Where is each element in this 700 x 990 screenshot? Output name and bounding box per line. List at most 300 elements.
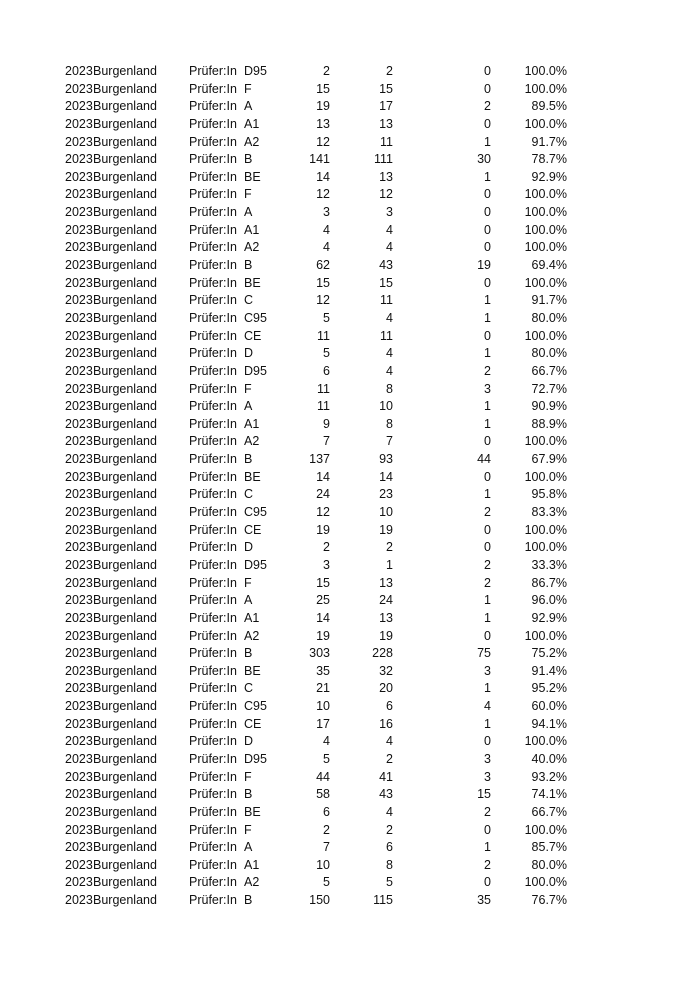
failed-count-cell: 1 — [484, 681, 491, 696]
total-count-cell: 13 — [316, 116, 330, 131]
role-cell: Prüfer:In — [189, 593, 237, 608]
table-row — [0, 186, 700, 204]
license-class-cell: A — [244, 399, 253, 414]
passed-count-cell: 13 — [379, 169, 393, 184]
role-cell: Prüfer:In — [189, 64, 237, 78]
pass-rate-cell: 91.7% — [531, 293, 567, 308]
passed-count-cell: 111 — [373, 152, 393, 167]
table-row — [0, 575, 700, 593]
state-cell: Burgenland — [93, 134, 157, 149]
pass-rate-cell: 75.2% — [531, 646, 567, 661]
failed-count-cell: 1 — [484, 310, 491, 325]
license-class-cell: D — [244, 734, 254, 749]
pass-rate-cell: 80.0% — [531, 857, 567, 872]
failed-count-cell: 0 — [484, 81, 491, 96]
table-row — [0, 610, 700, 628]
total-count-cell: 5 — [323, 346, 330, 361]
failed-count-cell: 3 — [484, 751, 491, 766]
failed-count-cell: 2 — [484, 557, 491, 572]
passed-count-cell: 4 — [386, 363, 393, 378]
passed-count-cell: 43 — [379, 258, 393, 273]
license-class-cell: A2 — [244, 875, 260, 890]
total-count-cell: 9 — [323, 416, 330, 431]
table-row — [0, 469, 700, 487]
pass-rate-cell: 91.4% — [531, 663, 567, 678]
license-class-cell: A2 — [244, 134, 260, 149]
passed-count-cell: 2 — [386, 540, 393, 555]
pass-rate-cell: 92.9% — [531, 610, 567, 625]
license-class-cell: D95 — [244, 363, 267, 378]
state-cell: Burgenland — [93, 593, 157, 608]
pass-rate-cell: 66.7% — [531, 804, 567, 819]
year-cell: 2023 — [65, 187, 93, 202]
total-count-cell: 150 — [309, 893, 330, 908]
total-count-cell: 12 — [316, 505, 330, 520]
state-cell: Burgenland — [93, 275, 157, 290]
table-row — [0, 786, 700, 804]
failed-count-cell: 44 — [477, 452, 491, 467]
role-cell: Prüfer:In — [189, 169, 237, 184]
table-row — [0, 751, 700, 769]
table-row — [0, 874, 700, 892]
failed-count-cell: 1 — [484, 416, 491, 431]
license-class-cell: CE — [244, 716, 262, 731]
table-row — [0, 222, 700, 240]
license-class-cell: C95 — [244, 699, 267, 714]
pass-rate-cell: 80.0% — [531, 310, 567, 325]
state-cell: Burgenland — [93, 751, 157, 766]
table-row — [0, 169, 700, 187]
failed-count-cell: 3 — [484, 769, 491, 784]
year-cell: 2023 — [65, 557, 93, 572]
table-row — [0, 433, 700, 451]
license-class-cell: A1 — [244, 610, 260, 625]
pass-rate-cell: 96.0% — [531, 593, 567, 608]
table-row — [0, 292, 700, 310]
total-count-cell: 15 — [316, 81, 330, 96]
year-cell: 2023 — [65, 875, 93, 890]
year-cell: 2023 — [65, 893, 93, 908]
pass-rate-cell: 67.9% — [531, 452, 567, 467]
state-cell: Burgenland — [93, 857, 157, 872]
table-row — [0, 892, 700, 910]
role-cell: Prüfer:In — [189, 152, 237, 167]
total-count-cell: 11 — [317, 328, 330, 343]
total-count-cell: 19 — [316, 628, 330, 643]
state-cell: Burgenland — [93, 575, 157, 590]
role-cell: Prüfer:In — [189, 258, 237, 273]
year-cell: 2023 — [65, 593, 93, 608]
pass-rate-cell: 76.7% — [531, 893, 567, 908]
failed-count-cell: 0 — [484, 222, 491, 237]
pass-rate-cell: 60.0% — [531, 699, 567, 714]
state-cell: Burgenland — [93, 116, 157, 131]
pass-rate-cell: 100.0% — [524, 187, 567, 202]
total-count-cell: 3 — [323, 205, 330, 220]
table-row — [0, 151, 700, 169]
table-row — [0, 328, 700, 346]
role-cell: Prüfer:In — [189, 751, 237, 766]
passed-count-cell: 4 — [386, 734, 393, 749]
pass-rate-cell: 95.8% — [531, 487, 567, 502]
year-cell: 2023 — [65, 610, 93, 625]
total-count-cell: 35 — [316, 663, 330, 678]
year-cell: 2023 — [65, 734, 93, 749]
pass-rate-cell: 78.7% — [531, 152, 567, 167]
table-row — [0, 716, 700, 734]
table-row — [0, 804, 700, 822]
table-row — [0, 539, 700, 557]
total-count-cell: 12 — [316, 293, 330, 308]
failed-count-cell: 2 — [484, 804, 491, 819]
failed-count-cell: 0 — [484, 205, 491, 220]
license-class-cell: BE — [244, 169, 261, 184]
year-cell: 2023 — [65, 575, 93, 590]
pass-rate-cell: 100.0% — [524, 734, 567, 749]
passed-count-cell: 6 — [386, 699, 393, 714]
passed-count-cell: 20 — [379, 681, 393, 696]
failed-count-cell: 2 — [484, 505, 491, 520]
year-cell: 2023 — [65, 205, 93, 220]
pass-rate-cell: 94.1% — [531, 716, 567, 731]
license-class-cell: A — [244, 205, 253, 220]
table-row — [0, 451, 700, 469]
state-cell: Burgenland — [93, 716, 157, 731]
year-cell: 2023 — [65, 116, 93, 131]
passed-count-cell: 6 — [386, 840, 393, 855]
license-class-cell: F — [244, 822, 252, 837]
role-cell: Prüfer:In — [189, 840, 237, 855]
passed-count-cell: 2 — [386, 64, 393, 78]
license-class-cell: D95 — [244, 751, 267, 766]
year-cell: 2023 — [65, 240, 93, 255]
year-cell: 2023 — [65, 152, 93, 167]
year-cell: 2023 — [65, 381, 93, 396]
license-class-cell: B — [244, 452, 253, 467]
total-count-cell: 12 — [316, 134, 330, 149]
year-cell: 2023 — [65, 399, 93, 414]
license-class-cell: F — [244, 81, 252, 96]
passed-count-cell: 8 — [386, 416, 393, 431]
state-cell: Burgenland — [93, 628, 157, 643]
table-row — [0, 63, 700, 81]
pass-rate-cell: 83.3% — [531, 505, 567, 520]
year-cell: 2023 — [65, 646, 93, 661]
year-cell: 2023 — [65, 469, 93, 484]
total-count-cell: 11 — [317, 399, 330, 414]
year-cell: 2023 — [65, 787, 93, 802]
pass-rate-cell: 72.7% — [531, 381, 567, 396]
failed-count-cell: 0 — [484, 469, 491, 484]
passed-count-cell: 13 — [379, 575, 393, 590]
role-cell: Prüfer:In — [189, 804, 237, 819]
passed-count-cell: 14 — [379, 469, 393, 484]
passed-count-cell: 7 — [386, 434, 393, 449]
state-cell: Burgenland — [93, 152, 157, 167]
state-cell: Burgenland — [93, 328, 157, 343]
pass-rate-cell: 100.0% — [524, 540, 567, 555]
role-cell: Prüfer:In — [189, 522, 237, 537]
total-count-cell: 6 — [323, 804, 330, 819]
table-row — [0, 504, 700, 522]
passed-count-cell: 3 — [386, 205, 393, 220]
total-count-cell: 25 — [316, 593, 330, 608]
state-cell: Burgenland — [93, 646, 157, 661]
role-cell: Prüfer:In — [189, 822, 237, 837]
state-cell: Burgenland — [93, 505, 157, 520]
pass-rate-cell: 66.7% — [531, 363, 567, 378]
table-row — [0, 592, 700, 610]
pass-rate-cell: 69.4% — [531, 258, 567, 273]
year-cell: 2023 — [65, 64, 93, 78]
state-cell: Burgenland — [93, 346, 157, 361]
passed-count-cell: 23 — [379, 487, 393, 502]
total-count-cell: 5 — [323, 751, 330, 766]
total-count-cell: 14 — [316, 469, 330, 484]
license-class-cell: D — [244, 540, 254, 555]
table-row — [0, 134, 700, 152]
year-cell: 2023 — [65, 822, 93, 837]
pass-rate-cell: 85.7% — [531, 840, 567, 855]
state-cell: Burgenland — [93, 416, 157, 431]
pass-rate-cell: 91.7% — [531, 134, 567, 149]
pass-rate-cell: 86.7% — [531, 575, 567, 590]
role-cell: Prüfer:In — [189, 99, 237, 114]
failed-count-cell: 0 — [484, 540, 491, 555]
year-cell: 2023 — [65, 681, 93, 696]
state-cell: Burgenland — [93, 240, 157, 255]
failed-count-cell: 75 — [477, 646, 491, 661]
table-row — [0, 345, 700, 363]
role-cell: Prüfer:In — [189, 505, 237, 520]
passed-count-cell: 2 — [386, 822, 393, 837]
passed-count-cell: 1 — [386, 557, 393, 572]
license-class-cell: F — [244, 575, 252, 590]
failed-count-cell: 0 — [484, 116, 491, 131]
table-row — [0, 769, 700, 787]
state-cell: Burgenland — [93, 64, 157, 78]
passed-count-cell: 10 — [379, 505, 393, 520]
total-count-cell: 141 — [309, 152, 330, 167]
passed-count-cell: 4 — [386, 804, 393, 819]
failed-count-cell: 2 — [484, 99, 491, 114]
role-cell: Prüfer:In — [189, 275, 237, 290]
total-count-cell: 17 — [316, 716, 330, 731]
role-cell: Prüfer:In — [189, 787, 237, 802]
total-count-cell: 5 — [323, 310, 330, 325]
state-cell: Burgenland — [93, 522, 157, 537]
license-class-cell: C95 — [244, 310, 267, 325]
state-cell: Burgenland — [93, 187, 157, 202]
state-cell: Burgenland — [93, 381, 157, 396]
license-class-cell: A2 — [244, 240, 260, 255]
total-count-cell: 10 — [316, 699, 330, 714]
role-cell: Prüfer:In — [189, 681, 237, 696]
table-row — [0, 557, 700, 575]
total-count-cell: 10 — [316, 857, 330, 872]
license-class-cell: F — [244, 381, 252, 396]
passed-count-cell: 8 — [386, 381, 393, 396]
failed-count-cell: 1 — [484, 293, 491, 308]
total-count-cell: 15 — [316, 575, 330, 590]
year-cell: 2023 — [65, 416, 93, 431]
role-cell: Prüfer:In — [189, 540, 237, 555]
license-class-cell: BE — [244, 275, 261, 290]
failed-count-cell: 1 — [484, 346, 491, 361]
role-cell: Prüfer:In — [189, 857, 237, 872]
state-cell: Burgenland — [93, 840, 157, 855]
year-cell: 2023 — [65, 346, 93, 361]
license-class-cell: A1 — [244, 857, 260, 872]
role-cell: Prüfer:In — [189, 557, 237, 572]
year-cell: 2023 — [65, 434, 93, 449]
role-cell: Prüfer:In — [189, 610, 237, 625]
failed-count-cell: 15 — [477, 787, 491, 802]
total-count-cell: 14 — [316, 169, 330, 184]
role-cell: Prüfer:In — [189, 187, 237, 202]
failed-count-cell: 0 — [484, 328, 491, 343]
license-class-cell: D95 — [244, 557, 267, 572]
license-class-cell: C — [244, 681, 254, 696]
total-count-cell: 21 — [316, 681, 330, 696]
passed-count-cell: 41 — [379, 769, 393, 784]
table-row — [0, 98, 700, 116]
role-cell: Prüfer:In — [189, 134, 237, 149]
role-cell: Prüfer:In — [189, 293, 237, 308]
role-cell: Prüfer:In — [189, 628, 237, 643]
year-cell: 2023 — [65, 663, 93, 678]
failed-count-cell: 1 — [484, 593, 491, 608]
role-cell: Prüfer:In — [189, 452, 237, 467]
table-row — [0, 663, 700, 681]
year-cell: 2023 — [65, 522, 93, 537]
pass-rate-cell: 100.0% — [524, 275, 567, 290]
role-cell: Prüfer:In — [189, 734, 237, 749]
failed-count-cell: 2 — [484, 857, 491, 872]
license-class-cell: F — [244, 187, 252, 202]
license-class-cell: A1 — [244, 416, 260, 431]
passed-count-cell: 4 — [386, 310, 393, 325]
passed-count-cell: 43 — [379, 787, 393, 802]
total-count-cell: 14 — [316, 610, 330, 625]
pass-rate-cell: 95.2% — [531, 681, 567, 696]
table-row — [0, 486, 700, 504]
year-cell: 2023 — [65, 258, 93, 273]
state-cell: Burgenland — [93, 363, 157, 378]
table-row — [0, 381, 700, 399]
table-row — [0, 839, 700, 857]
total-count-cell: 2 — [323, 822, 330, 837]
pass-rate-cell: 88.9% — [531, 416, 567, 431]
role-cell: Prüfer:In — [189, 81, 237, 96]
role-cell: Prüfer:In — [189, 363, 237, 378]
state-cell: Burgenland — [93, 487, 157, 502]
pass-rate-cell: 100.0% — [524, 81, 567, 96]
year-cell: 2023 — [65, 275, 93, 290]
state-cell: Burgenland — [93, 81, 157, 96]
table-row — [0, 733, 700, 751]
role-cell: Prüfer:In — [189, 434, 237, 449]
failed-count-cell: 4 — [484, 699, 491, 714]
passed-count-cell: 5 — [386, 875, 393, 890]
state-cell: Burgenland — [93, 557, 157, 572]
role-cell: Prüfer:In — [189, 116, 237, 131]
passed-count-cell: 8 — [386, 857, 393, 872]
table-row — [0, 645, 700, 663]
passed-count-cell: 11 — [380, 293, 393, 308]
total-count-cell: 4 — [323, 734, 330, 749]
table-row — [0, 398, 700, 416]
license-class-cell: A — [244, 840, 253, 855]
license-class-cell: C95 — [244, 505, 267, 520]
failed-count-cell: 1 — [484, 134, 491, 149]
table-row — [0, 416, 700, 434]
table-row — [0, 257, 700, 275]
passed-count-cell: 228 — [372, 646, 393, 661]
passed-count-cell: 13 — [379, 610, 393, 625]
passed-count-cell: 4 — [386, 240, 393, 255]
pass-rate-cell: 100.0% — [524, 434, 567, 449]
state-cell: Burgenland — [93, 258, 157, 273]
table-row — [0, 363, 700, 381]
role-cell: Prüfer:In — [189, 769, 237, 784]
year-cell: 2023 — [65, 81, 93, 96]
role-cell: Prüfer:In — [189, 575, 237, 590]
year-cell: 2023 — [65, 751, 93, 766]
year-cell: 2023 — [65, 293, 93, 308]
failed-count-cell: 0 — [484, 822, 491, 837]
state-cell: Burgenland — [93, 663, 157, 678]
passed-count-cell: 24 — [379, 593, 393, 608]
year-cell: 2023 — [65, 540, 93, 555]
total-count-cell: 3 — [323, 557, 330, 572]
pass-rate-cell: 89.5% — [531, 99, 567, 114]
total-count-cell: 7 — [323, 434, 330, 449]
pass-rate-cell: 100.0% — [524, 222, 567, 237]
license-class-cell: B — [244, 893, 253, 908]
pass-rate-cell: 100.0% — [524, 628, 567, 643]
license-class-cell: CE — [244, 328, 262, 343]
total-count-cell: 5 — [323, 875, 330, 890]
year-cell: 2023 — [65, 769, 93, 784]
table-row — [0, 116, 700, 134]
state-cell: Burgenland — [93, 205, 157, 220]
state-cell: Burgenland — [93, 99, 157, 114]
license-class-cell: A — [244, 99, 253, 114]
pass-rate-cell: 100.0% — [524, 116, 567, 131]
year-cell: 2023 — [65, 840, 93, 855]
failed-count-cell: 3 — [484, 663, 491, 678]
license-class-cell: B — [244, 258, 253, 273]
pass-rate-cell: 100.0% — [524, 240, 567, 255]
failed-count-cell: 0 — [484, 522, 491, 537]
failed-count-cell: 0 — [484, 434, 491, 449]
pass-rate-cell: 100.0% — [524, 822, 567, 837]
failed-count-cell: 3 — [484, 381, 491, 396]
table-row — [0, 275, 700, 293]
year-cell: 2023 — [65, 222, 93, 237]
license-class-cell: BE — [244, 663, 261, 678]
role-cell: Prüfer:In — [189, 716, 237, 731]
total-count-cell: 7 — [323, 840, 330, 855]
total-count-cell: 4 — [323, 240, 330, 255]
total-count-cell: 2 — [323, 540, 330, 555]
total-count-cell: 6 — [323, 363, 330, 378]
total-count-cell: 12 — [316, 187, 330, 202]
state-cell: Burgenland — [93, 822, 157, 837]
state-cell: Burgenland — [93, 769, 157, 784]
role-cell: Prüfer:In — [189, 487, 237, 502]
